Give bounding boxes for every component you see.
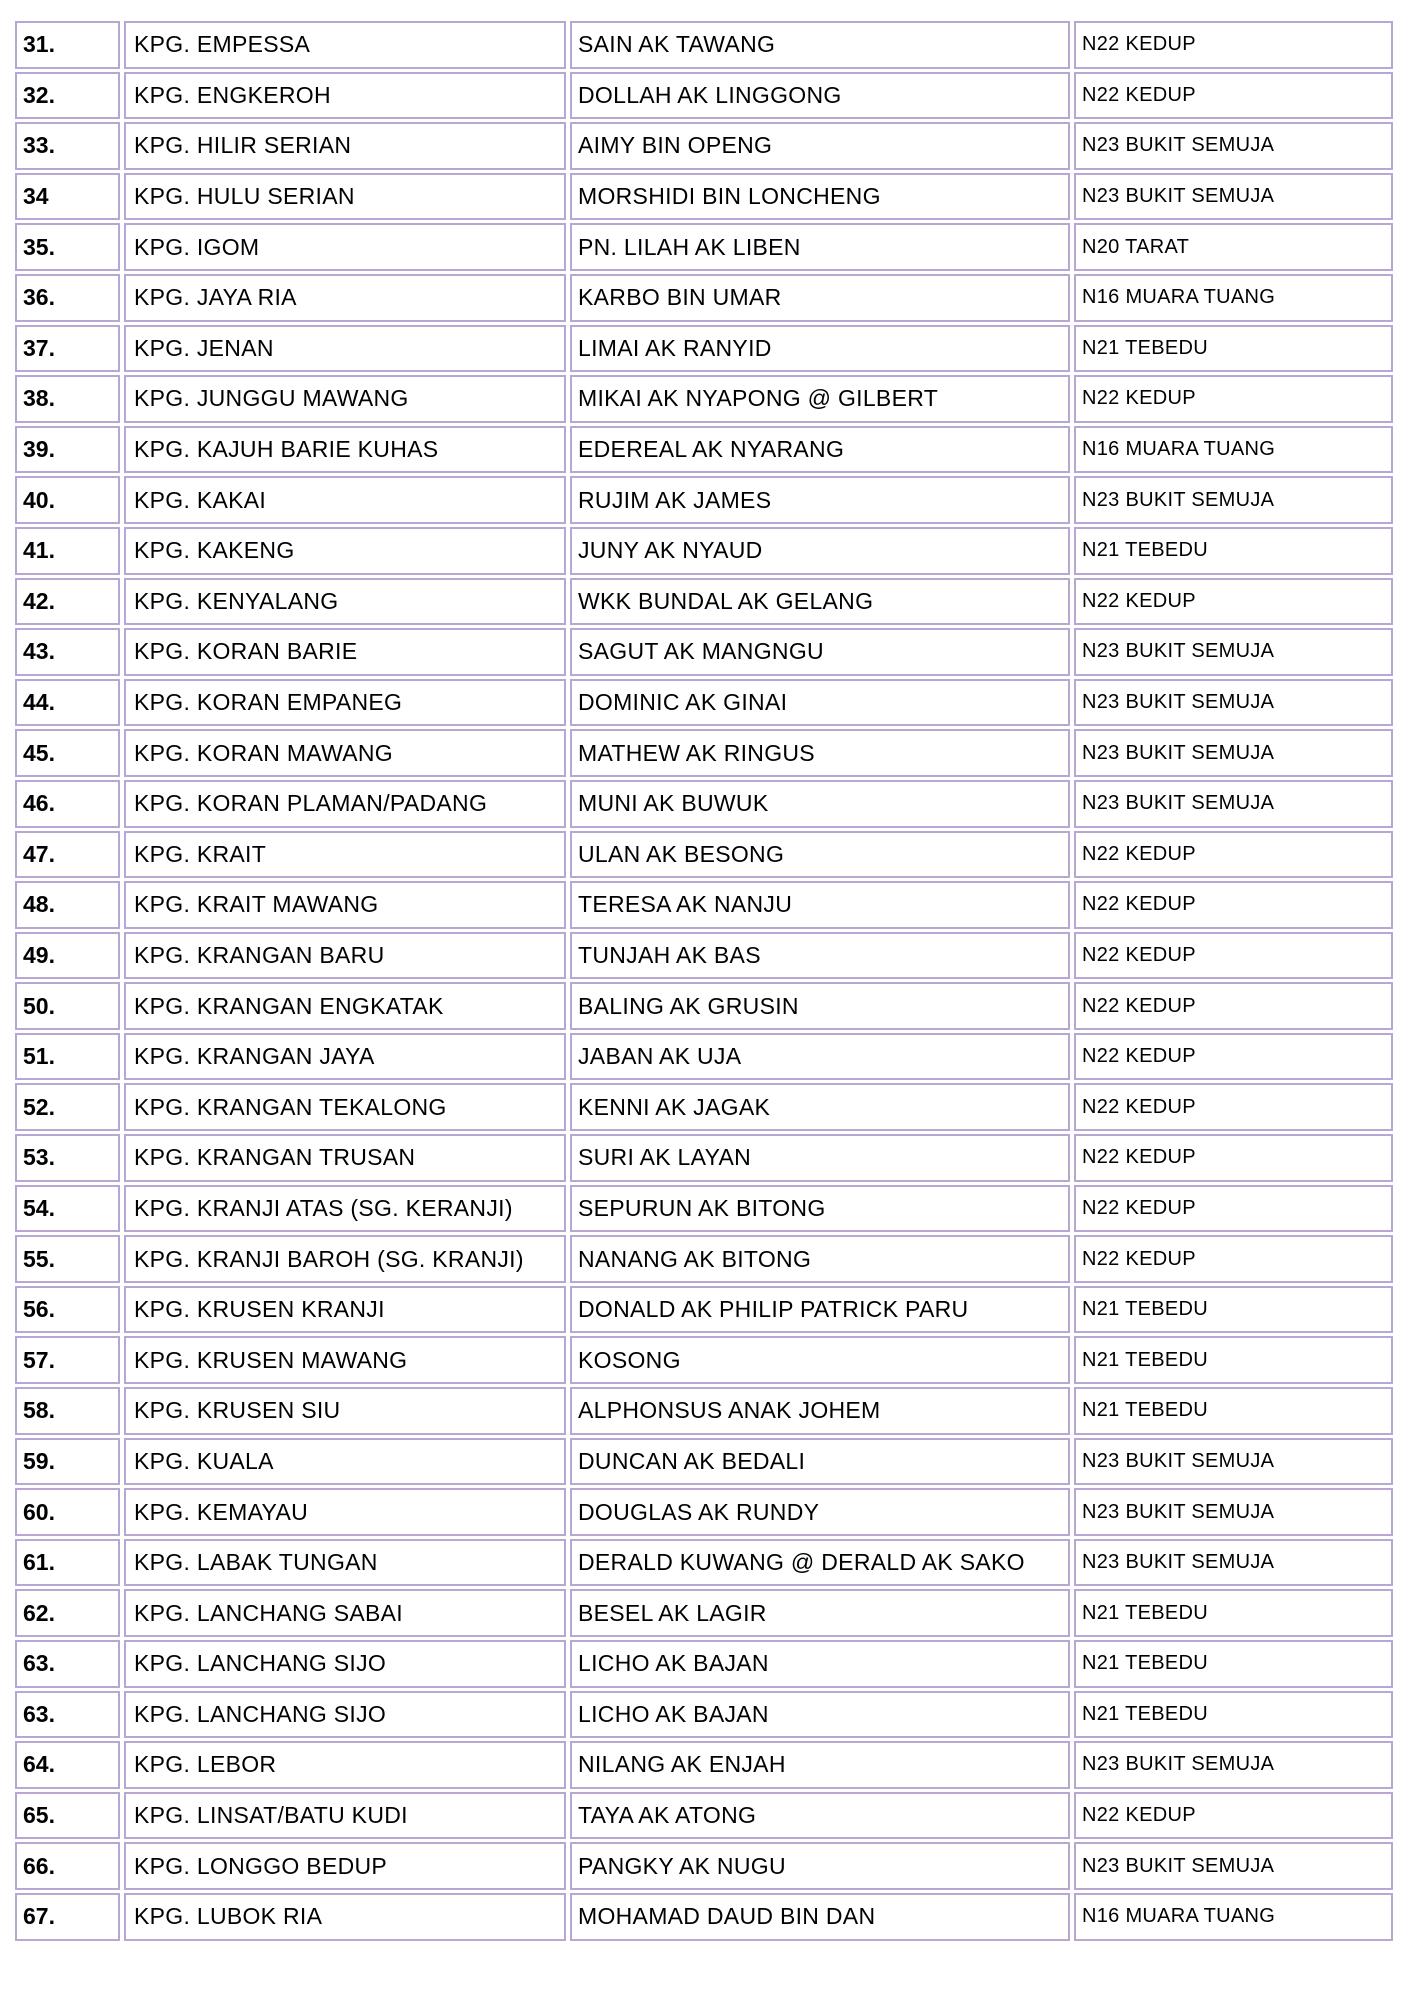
row-number-cell: 52. — [15, 1083, 120, 1131]
row-number-cell: 61. — [15, 1539, 120, 1587]
table-row — [15, 1640, 1401, 1691]
row-number-cell: 63. — [15, 1640, 120, 1688]
table-row — [15, 325, 1401, 376]
table-row — [15, 881, 1401, 932]
village-name-cell: KPG. KENYALANG — [124, 578, 566, 626]
headman-name-cell: BALING AK GRUSIN — [570, 982, 1070, 1030]
table-row — [15, 1033, 1401, 1084]
row-number-cell: 60. — [15, 1488, 120, 1536]
row-number-cell: 40. — [15, 476, 120, 524]
row-number-cell: 38. — [15, 375, 120, 423]
table-row — [15, 1842, 1401, 1893]
row-number-cell: 65. — [15, 1792, 120, 1840]
village-name-cell: KPG. ENGKEROH — [124, 72, 566, 120]
headman-name-cell: DONALD AK PHILIP PATRICK PARU — [570, 1286, 1070, 1334]
row-number-cell: 47. — [15, 831, 120, 879]
constituency-cell: N21 TEBEDU — [1074, 1286, 1393, 1334]
headman-name-cell: MORSHIDI BIN LONCHENG — [570, 173, 1070, 221]
village-name-cell: KPG. JUNGGU MAWANG — [124, 375, 566, 423]
row-number-cell: 31. — [15, 21, 120, 69]
row-number-cell: 35. — [15, 223, 120, 271]
headman-name-cell: KARBO BIN UMAR — [570, 274, 1070, 322]
table-row — [15, 1792, 1401, 1843]
village-name-cell: KPG. JAYA RIA — [124, 274, 566, 322]
constituency-cell: N22 KEDUP — [1074, 831, 1393, 879]
constituency-cell: N16 MUARA TUANG — [1074, 274, 1393, 322]
headman-name-cell: PN. LILAH AK LIBEN — [570, 223, 1070, 271]
row-number-cell: 63. — [15, 1691, 120, 1739]
village-name-cell: KPG. KRUSEN KRANJI — [124, 1286, 566, 1334]
row-number-cell: 57. — [15, 1336, 120, 1384]
table-row — [15, 1589, 1401, 1640]
village-name-cell: KPG. LONGGO BEDUP — [124, 1842, 566, 1890]
constituency-cell: N23 BUKIT SEMUJA — [1074, 628, 1393, 676]
row-number-cell: 56. — [15, 1286, 120, 1334]
headman-name-cell: RUJIM AK JAMES — [570, 476, 1070, 524]
village-name-cell: KPG. KRANJI BAROH (SG. KRANJI) — [124, 1235, 566, 1283]
table-row — [15, 173, 1401, 224]
constituency-cell: N21 TEBEDU — [1074, 325, 1393, 373]
constituency-cell: N22 KEDUP — [1074, 21, 1393, 69]
row-number-cell: 32. — [15, 72, 120, 120]
table-row — [15, 1438, 1401, 1489]
row-number-cell: 66. — [15, 1842, 120, 1890]
constituency-cell: N16 MUARA TUANG — [1074, 426, 1393, 474]
constituency-cell: N22 KEDUP — [1074, 1134, 1393, 1182]
table-row — [15, 476, 1401, 527]
headman-name-cell: WKK BUNDAL AK GELANG — [570, 578, 1070, 626]
table-row — [15, 1691, 1401, 1742]
village-name-cell: KPG. LEBOR — [124, 1741, 566, 1789]
village-name-cell: KPG. KORAN PLAMAN/PADANG — [124, 780, 566, 828]
row-number-cell: 62. — [15, 1589, 120, 1637]
table-row — [15, 1336, 1401, 1387]
village-name-cell: KPG. KRANGAN JAYA — [124, 1033, 566, 1081]
constituency-cell: N21 TEBEDU — [1074, 1589, 1393, 1637]
row-number-cell: 55. — [15, 1235, 120, 1283]
constituency-cell: N22 KEDUP — [1074, 375, 1393, 423]
row-number-cell: 67. — [15, 1893, 120, 1941]
headman-name-cell: DOLLAH AK LINGGONG — [570, 72, 1070, 120]
constituency-cell: N23 BUKIT SEMUJA — [1074, 729, 1393, 777]
table-row — [15, 375, 1401, 426]
headman-name-cell: SAIN AK TAWANG — [570, 21, 1070, 69]
village-name-cell: KPG. KRAIT — [124, 831, 566, 879]
village-name-cell: KPG. LINSAT/BATU KUDI — [124, 1792, 566, 1840]
row-number-cell: 43. — [15, 628, 120, 676]
table-row — [15, 679, 1401, 730]
headman-name-cell: AIMY BIN OPENG — [570, 122, 1070, 170]
row-number-cell: 41. — [15, 527, 120, 575]
table-row — [15, 274, 1401, 325]
village-name-cell: KPG. KAKAI — [124, 476, 566, 524]
table-row — [15, 21, 1401, 72]
constituency-cell: N23 BUKIT SEMUJA — [1074, 1741, 1393, 1789]
table-row — [15, 1741, 1401, 1792]
constituency-cell: N21 TEBEDU — [1074, 1691, 1393, 1739]
village-name-cell: KPG. KEMAYAU — [124, 1488, 566, 1536]
row-number-cell: 46. — [15, 780, 120, 828]
row-number-cell: 33. — [15, 122, 120, 170]
headman-name-cell: NILANG AK ENJAH — [570, 1741, 1070, 1789]
village-name-cell: KPG. LUBOK RIA — [124, 1893, 566, 1941]
village-name-cell: KPG. JENAN — [124, 325, 566, 373]
village-name-cell: KPG. KORAN MAWANG — [124, 729, 566, 777]
constituency-cell: N22 KEDUP — [1074, 1792, 1393, 1840]
headman-name-cell: LIMAI AK RANYID — [570, 325, 1070, 373]
constituency-cell: N23 BUKIT SEMUJA — [1074, 1438, 1393, 1486]
headman-name-cell: PANGKY AK NUGU — [570, 1842, 1070, 1890]
table-row — [15, 1083, 1401, 1134]
constituency-cell: N16 MUARA TUANG — [1074, 1893, 1393, 1941]
constituency-cell: N22 KEDUP — [1074, 1185, 1393, 1233]
constituency-cell: N22 KEDUP — [1074, 1235, 1393, 1283]
village-name-cell: KPG. KRANGAN TRUSAN — [124, 1134, 566, 1182]
village-name-cell: KPG. KRUSEN SIU — [124, 1387, 566, 1435]
village-name-cell: KPG. KUALA — [124, 1438, 566, 1486]
table-row — [15, 831, 1401, 882]
village-table — [15, 21, 1401, 1944]
village-name-cell: KPG. LANCHANG SIJO — [124, 1691, 566, 1739]
table-row — [15, 932, 1401, 983]
village-name-cell: KPG. HULU SERIAN — [124, 173, 566, 221]
constituency-cell: N22 KEDUP — [1074, 932, 1393, 980]
table-row — [15, 1185, 1401, 1236]
table-row — [15, 982, 1401, 1033]
headman-name-cell: ALPHONSUS ANAK JOHEM — [570, 1387, 1070, 1435]
table-row — [15, 426, 1401, 477]
village-name-cell: KPG. KRANGAN ENGKATAK — [124, 982, 566, 1030]
constituency-cell: N21 TEBEDU — [1074, 1640, 1393, 1688]
village-name-cell: KPG. LANCHANG SABAI — [124, 1589, 566, 1637]
constituency-cell: N23 BUKIT SEMUJA — [1074, 173, 1393, 221]
table-row — [15, 527, 1401, 578]
constituency-cell: N22 KEDUP — [1074, 72, 1393, 120]
headman-name-cell: TAYA AK ATONG — [570, 1792, 1070, 1840]
constituency-cell: N23 BUKIT SEMUJA — [1074, 1842, 1393, 1890]
headman-name-cell: MOHAMAD DAUD BIN DAN — [570, 1893, 1070, 1941]
constituency-cell: N21 TEBEDU — [1074, 1387, 1393, 1435]
row-number-cell: 48. — [15, 881, 120, 929]
constituency-cell: N22 KEDUP — [1074, 881, 1393, 929]
headman-name-cell: TERESA AK NANJU — [570, 881, 1070, 929]
constituency-cell: N23 BUKIT SEMUJA — [1074, 679, 1393, 727]
row-number-cell: 51. — [15, 1033, 120, 1081]
headman-name-cell: MUNI AK BUWUK — [570, 780, 1070, 828]
table-row — [15, 1235, 1401, 1286]
headman-name-cell: DERALD KUWANG @ DERALD AK SAKO — [570, 1539, 1070, 1587]
table-row — [15, 1134, 1401, 1185]
table-row — [15, 1387, 1401, 1438]
table-row — [15, 223, 1401, 274]
headman-name-cell: SURI AK LAYAN — [570, 1134, 1070, 1182]
table-row — [15, 780, 1401, 831]
table-row — [15, 1539, 1401, 1590]
constituency-cell: N23 BUKIT SEMUJA — [1074, 1488, 1393, 1536]
village-name-cell: KPG. EMPESSA — [124, 21, 566, 69]
village-name-cell: KPG. LANCHANG SIJO — [124, 1640, 566, 1688]
headman-name-cell: BESEL AK LAGIR — [570, 1589, 1070, 1637]
headman-name-cell: MATHEW AK RINGUS — [570, 729, 1070, 777]
headman-name-cell: LICHO AK BAJAN — [570, 1640, 1070, 1688]
table-row — [15, 72, 1401, 123]
row-number-cell: 44. — [15, 679, 120, 727]
row-number-cell: 50. — [15, 982, 120, 1030]
constituency-cell: N22 KEDUP — [1074, 982, 1393, 1030]
constituency-cell: N22 KEDUP — [1074, 1083, 1393, 1131]
table-row — [15, 1488, 1401, 1539]
row-number-cell: 36. — [15, 274, 120, 322]
village-name-cell: KPG. KRANJI ATAS (SG. KERANJI) — [124, 1185, 566, 1233]
table-row — [15, 729, 1401, 780]
row-number-cell: 42. — [15, 578, 120, 626]
constituency-cell: N22 KEDUP — [1074, 578, 1393, 626]
constituency-cell: N23 BUKIT SEMUJA — [1074, 122, 1393, 170]
headman-name-cell: KENNI AK JAGAK — [570, 1083, 1070, 1131]
headman-name-cell: DOMINIC AK GINAI — [570, 679, 1070, 727]
constituency-cell: N23 BUKIT SEMUJA — [1074, 780, 1393, 828]
constituency-cell: N23 BUKIT SEMUJA — [1074, 476, 1393, 524]
headman-name-cell: EDEREAL AK NYARANG — [570, 426, 1070, 474]
village-name-cell: KPG. KORAN BARIE — [124, 628, 566, 676]
constituency-cell: N20 TARAT — [1074, 223, 1393, 271]
headman-name-cell: DOUGLAS AK RUNDY — [570, 1488, 1070, 1536]
headman-name-cell: TUNJAH AK BAS — [570, 932, 1070, 980]
row-number-cell: 45. — [15, 729, 120, 777]
table-row — [15, 1286, 1401, 1337]
village-name-cell: KPG. HILIR SERIAN — [124, 122, 566, 170]
row-number-cell: 34 — [15, 173, 120, 221]
row-number-cell: 39. — [15, 426, 120, 474]
village-name-cell: KPG. KAJUH BARIE KUHAS — [124, 426, 566, 474]
village-name-cell: KPG. KAKENG — [124, 527, 566, 575]
constituency-cell: N21 TEBEDU — [1074, 1336, 1393, 1384]
headman-name-cell: MIKAI AK NYAPONG @ GILBERT — [570, 375, 1070, 423]
headman-name-cell: NANANG AK BITONG — [570, 1235, 1070, 1283]
row-number-cell: 59. — [15, 1438, 120, 1486]
headman-name-cell: JABAN AK UJA — [570, 1033, 1070, 1081]
constituency-cell: N23 BUKIT SEMUJA — [1074, 1539, 1393, 1587]
constituency-cell: N21 TEBEDU — [1074, 527, 1393, 575]
constituency-cell: N22 KEDUP — [1074, 1033, 1393, 1081]
row-number-cell: 58. — [15, 1387, 120, 1435]
row-number-cell: 37. — [15, 325, 120, 373]
table-row — [15, 628, 1401, 679]
row-number-cell: 64. — [15, 1741, 120, 1789]
row-number-cell: 49. — [15, 932, 120, 980]
village-name-cell: KPG. KORAN EMPANEG — [124, 679, 566, 727]
headman-name-cell: SEPURUN AK BITONG — [570, 1185, 1070, 1233]
table-row — [15, 578, 1401, 629]
headman-name-cell: SAGUT AK MANGNGU — [570, 628, 1070, 676]
headman-name-cell: ULAN AK BESONG — [570, 831, 1070, 879]
headman-name-cell: DUNCAN AK BEDALI — [570, 1438, 1070, 1486]
table-row — [15, 1893, 1401, 1944]
table-row — [15, 122, 1401, 173]
village-name-cell: KPG. LABAK TUNGAN — [124, 1539, 566, 1587]
village-name-cell: KPG. IGOM — [124, 223, 566, 271]
headman-name-cell: LICHO AK BAJAN — [570, 1691, 1070, 1739]
village-name-cell: KPG. KRUSEN MAWANG — [124, 1336, 566, 1384]
village-name-cell: KPG. KRAIT MAWANG — [124, 881, 566, 929]
row-number-cell: 53. — [15, 1134, 120, 1182]
row-number-cell: 54. — [15, 1185, 120, 1233]
village-name-cell: KPG. KRANGAN BARU — [124, 932, 566, 980]
village-name-cell: KPG. KRANGAN TEKALONG — [124, 1083, 566, 1131]
headman-name-cell: KOSONG — [570, 1336, 1070, 1384]
headman-name-cell: JUNY AK NYAUD — [570, 527, 1070, 575]
